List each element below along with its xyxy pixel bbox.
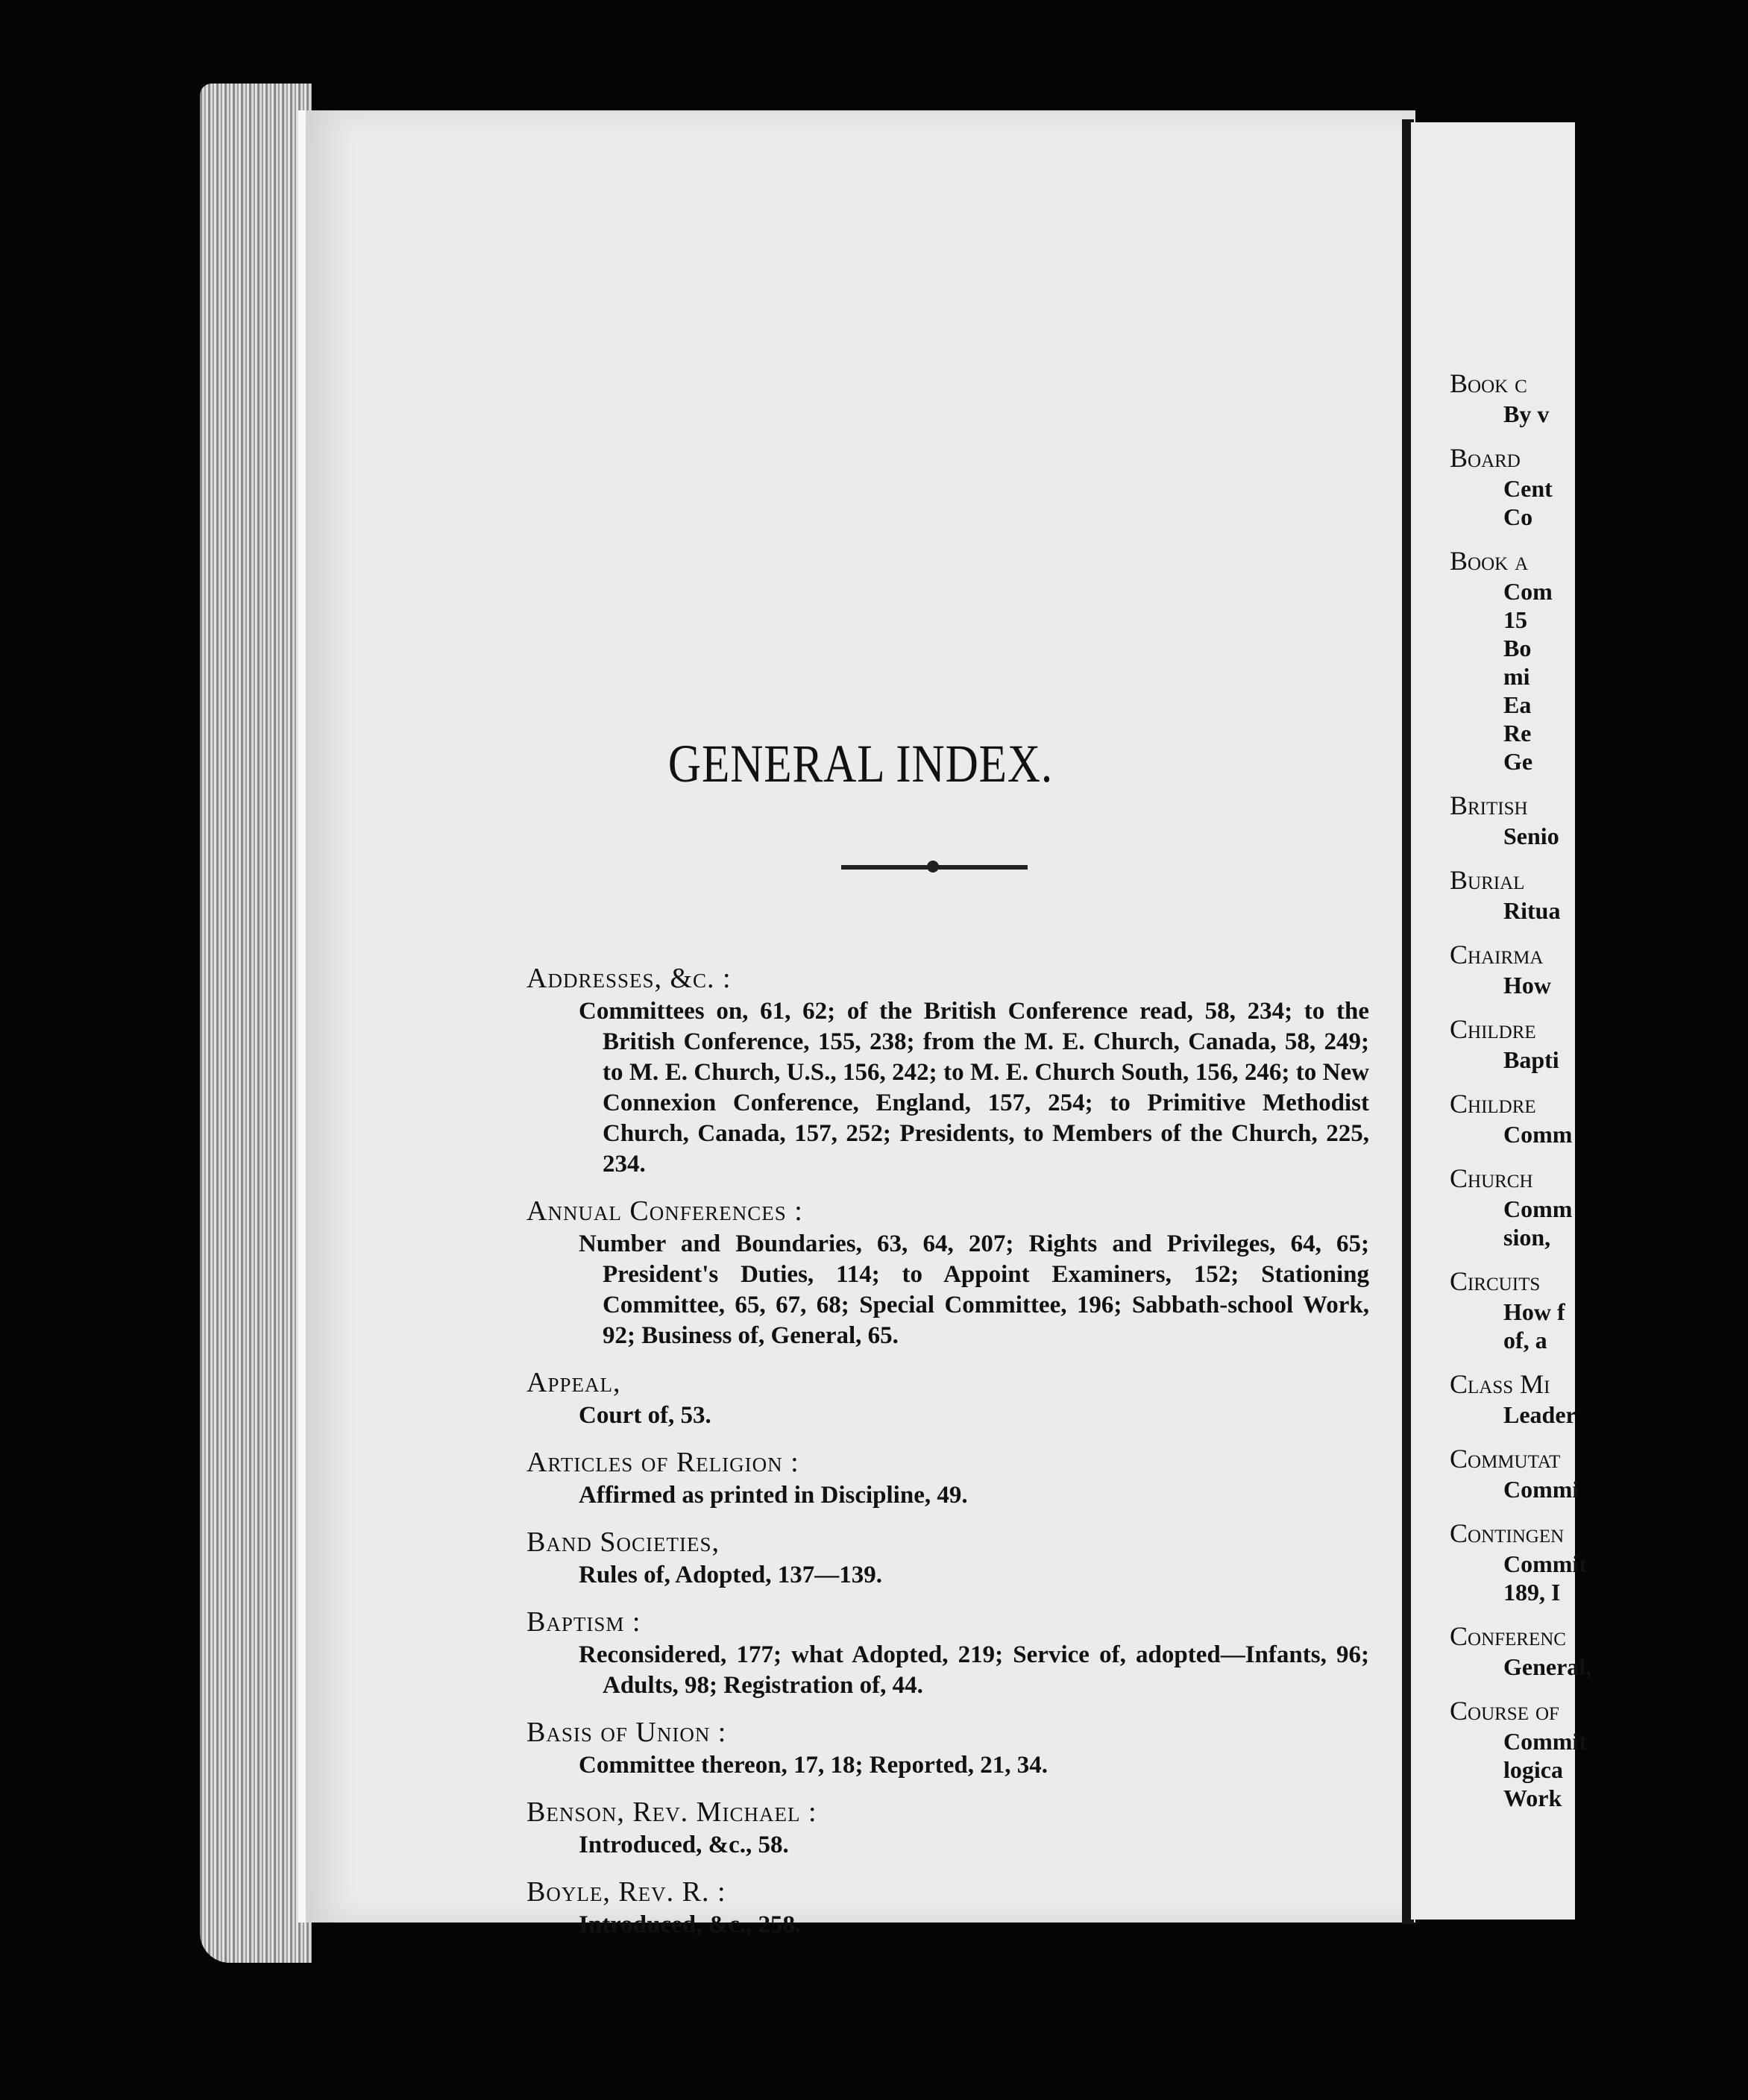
right-index-entry	[1450, 367, 1748, 428]
right-index-entry	[1450, 864, 1748, 925]
index-entry	[526, 1524, 1369, 1591]
right-index-entry-heading: Contingen	[1450, 1518, 1565, 1548]
index-entry-heading: Annual Conferences :	[526, 1195, 803, 1227]
right-index-entry	[1450, 938, 1748, 999]
right-index-entry	[1450, 1694, 1748, 1812]
right-index-entry-heading: Circuits	[1450, 1266, 1541, 1296]
index-entry-references: Introduced, &c., 58.	[579, 1832, 789, 1858]
index-entry	[526, 1604, 1369, 1701]
right-index-entry-line: Comm	[1503, 1195, 1573, 1222]
right-index-entry-line: Com	[1503, 578, 1553, 605]
right-index-entry-heading: Book a	[1450, 546, 1529, 576]
right-index-entry	[1450, 441, 1748, 531]
index-entry-references: Introduced, &c., 258.	[579, 1911, 802, 1938]
right-index-entry-heading: Book c	[1450, 368, 1527, 398]
right-index-entry-line: mi	[1503, 663, 1530, 690]
index-entry-references: Rules of, Adopted, 137—139.	[579, 1562, 883, 1588]
index-entry-references: Number and Boundaries, 63, 64, 207; Rights and Privileges, 64, 65; President's Duties, 114; to Appoint Examiners, 152; Stationing Committee, 65, 67, 68; Special Committee, 196; Sabbath-school Work, 92; Business of, General, 65.	[579, 1230, 1369, 1349]
index-entry-heading: Articles of Religion :	[526, 1447, 799, 1478]
right-index-entries	[1450, 367, 1748, 1826]
right-page-partial	[1411, 122, 1592, 1920]
right-index-entry-heading: Burial	[1450, 865, 1525, 895]
right-index-entry	[1450, 1368, 1748, 1429]
right-index-entry	[1450, 1087, 1748, 1148]
right-index-entry-heading: Conferenc	[1450, 1621, 1566, 1651]
index-entry-heading: Baptism :	[526, 1606, 641, 1638]
index-entry-heading: Benson, Rev. Michael :	[526, 1796, 817, 1828]
index-entry	[526, 1193, 1369, 1351]
right-index-entry-line: How f	[1503, 1298, 1565, 1325]
index-entry-heading: Boyle, Rev. R. :	[526, 1876, 726, 1908]
right-index-entry-heading: Commutat	[1450, 1444, 1561, 1474]
index-entry-references: Reconsidered, 177; what Adopted, 219; Service of, adopted—Infants, 96; Adults, 98; Registration of, 44.	[579, 1641, 1369, 1699]
right-index-entry-line: logica	[1503, 1756, 1563, 1783]
right-index-entry-heading: Church	[1450, 1163, 1533, 1193]
right-index-entry-line: By v	[1503, 400, 1550, 427]
right-index-entry-line: How	[1503, 972, 1551, 999]
right-index-entry-line: Commit	[1503, 1728, 1587, 1755]
right-index-entry-line: Re	[1503, 720, 1532, 746]
right-index-entry-line: Cent	[1503, 475, 1553, 502]
index-entry	[526, 1714, 1369, 1781]
right-index-entry	[1450, 1265, 1748, 1354]
right-index-entry-line: Commi	[1503, 1476, 1579, 1503]
right-index-entry-heading: Childre	[1450, 1089, 1536, 1119]
left-page	[298, 110, 1415, 1938]
right-index-entry-line: Co	[1503, 503, 1533, 530]
right-index-entry	[1450, 1442, 1748, 1503]
right-index-entry-line: Bapti	[1503, 1046, 1559, 1073]
right-index-entry-heading: Class Mi	[1450, 1369, 1550, 1399]
index-entry	[526, 961, 1369, 1180]
right-index-entry-line: Comm	[1503, 1121, 1573, 1148]
right-index-entry-line: Commit	[1503, 1550, 1587, 1577]
page-title: GENERAL INDEX.	[667, 734, 1054, 793]
right-index-entry-line: Ea	[1503, 691, 1532, 718]
index-entry	[526, 1444, 1369, 1511]
right-index-entry-line: of, a	[1503, 1327, 1547, 1354]
index-entry-references: Affirmed as printed in Discipline, 49.	[579, 1482, 968, 1509]
index-entry	[526, 1874, 1369, 1940]
index-entry	[526, 1794, 1369, 1861]
right-index-entry	[1450, 789, 1748, 850]
index-entry-references: Committee thereon, 17, 18; Reported, 21, 34.	[579, 1752, 1048, 1779]
right-index-entry-line: Ge	[1503, 748, 1533, 775]
right-index-entry-heading: Childre	[1450, 1014, 1536, 1044]
book-page-edges	[200, 84, 312, 1963]
index-entries	[526, 961, 1369, 1954]
right-index-entry-line: Ritua	[1503, 897, 1561, 924]
right-index-entry	[1450, 1517, 1748, 1606]
right-index-entry	[1450, 1013, 1748, 1074]
index-entry-heading: Appeal,	[526, 1367, 621, 1398]
index-entry-references: Committees on, 61, 62; of the British Conference read, 58, 234; to the British Conference, 155, 238; from the M. E. Church, Canada, 58, 249; to M. E. Church, U.S., 156, 242; to M. E. Church South, 156, 246; to New Connexion Conference, England, 157, 254; to Primitive Methodist Church, Canada, 157, 252; Presidents, to Members of the Church, 225, 234.	[579, 998, 1369, 1178]
index-entry-heading: Band Societies,	[526, 1527, 720, 1558]
right-index-entry-line: 15	[1503, 606, 1527, 633]
right-index-entry-line: sion,	[1503, 1224, 1551, 1251]
right-index-entry-line: 189, I	[1503, 1579, 1561, 1606]
right-index-entry	[1450, 1620, 1748, 1681]
right-index-entry-heading: British	[1450, 790, 1528, 820]
index-entry-heading: Basis of Union :	[526, 1717, 727, 1748]
right-index-entry-line: General,	[1503, 1653, 1592, 1680]
right-index-entry-heading: Board	[1450, 443, 1521, 473]
right-index-entry-line: Leader	[1503, 1401, 1576, 1428]
index-entry	[526, 1365, 1369, 1431]
right-index-entry-line: Senio	[1503, 823, 1559, 849]
index-entry-references: Court of, 53.	[579, 1402, 711, 1429]
right-index-entry-line: Bo	[1503, 635, 1532, 661]
index-entry-heading: Addresses, &c. :	[526, 963, 732, 994]
title-ornament-rule	[841, 865, 1028, 870]
right-index-entry	[1450, 1162, 1748, 1251]
right-index-entry	[1450, 544, 1748, 776]
right-index-entry-heading: Course of	[1450, 1696, 1559, 1726]
right-index-entry-heading: Chairma	[1450, 940, 1544, 969]
right-index-entry-line: Work	[1503, 1785, 1562, 1811]
